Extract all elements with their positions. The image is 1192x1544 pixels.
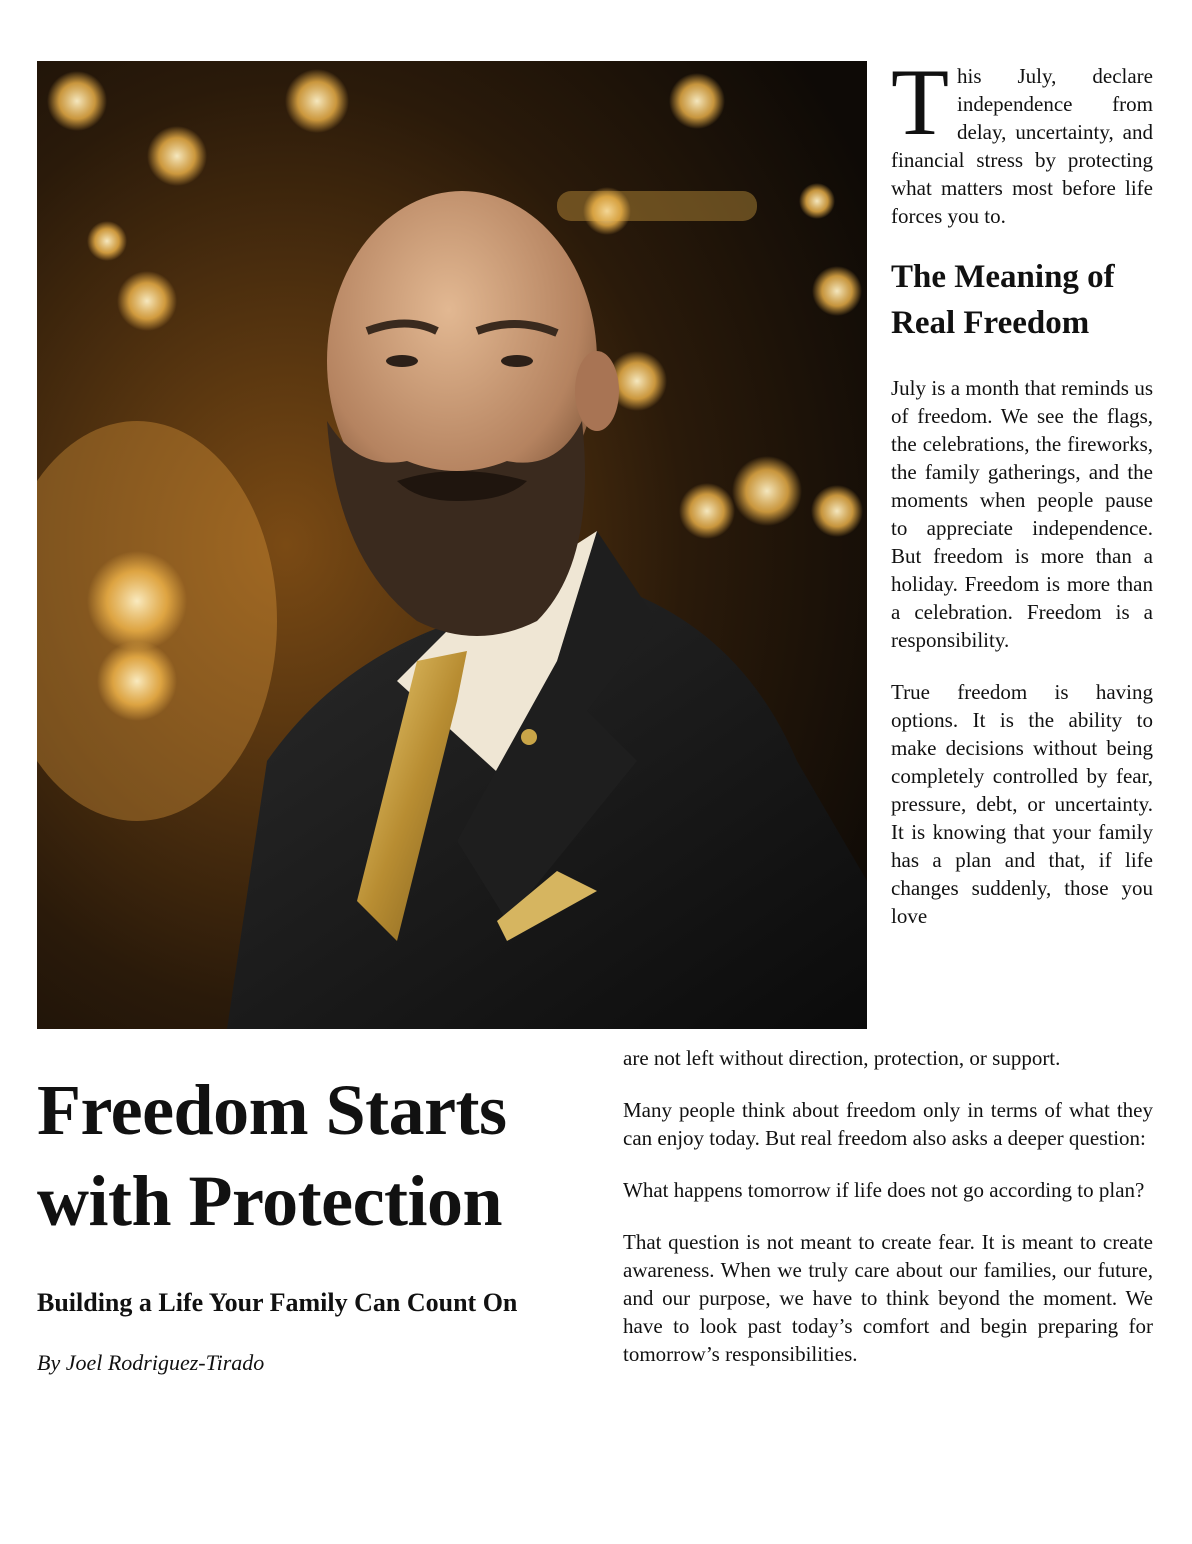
paragraph-2-part-b: are not left without direction, protection, or support. — [623, 1046, 1061, 1070]
section-heading: The Meaning of Real Freedom — [891, 259, 1115, 341]
paragraph-4: What happens tomorrow if life does not go according to plan? — [623, 1178, 1145, 1202]
portrait-photo — [37, 61, 867, 1029]
article-column-bottom — [623, 1044, 1153, 1392]
drop-cap: T — [891, 49, 950, 155]
article-column-right — [891, 49, 1153, 954]
paragraph-1: July is a month that reminds us of freedom. We see the flags, the celebrations, the fireworks, the family gatherings, and the moments when people pause to appreciate independence. But freedom is more than a holiday. Freedom is more than a celebration. Freedom is a responsibility. — [891, 376, 1153, 652]
title-block — [37, 1065, 597, 1377]
portrait-illustration — [37, 61, 867, 1029]
intro-paragraph — [891, 49, 1153, 230]
paragraph-5: That question is not meant to create fear. It is meant to create awareness. When we truly care about our families, our future, and our purpose, we have to think beyond the moment. We have to look past today’s comfort and begin preparing for tomorrow’s responsibilities. — [623, 1230, 1153, 1366]
article-byline: By Joel Rodriguez-Tirado — [37, 1350, 265, 1375]
paragraph-3: Many people think about freedom only in terms of what they can enjoy today. But real freedom also asks a deeper question: — [623, 1098, 1153, 1150]
article-title: Freedom Starts with Protection — [37, 1070, 507, 1241]
article-subtitle: Building a Life Your Family Can Count On — [37, 1288, 518, 1317]
intro-text: his July, declare independence from delay, uncertainty, and financial stress by protecting what matters most before life forces you to. — [891, 64, 1153, 228]
paragraph-2-part-a: True freedom is having options. It is the ability to make decisions without being completely controlled by fear, pressure, debt, or uncertainty. It is knowing that your family has a plan and that, if life changes suddenly, those you love — [891, 680, 1153, 928]
